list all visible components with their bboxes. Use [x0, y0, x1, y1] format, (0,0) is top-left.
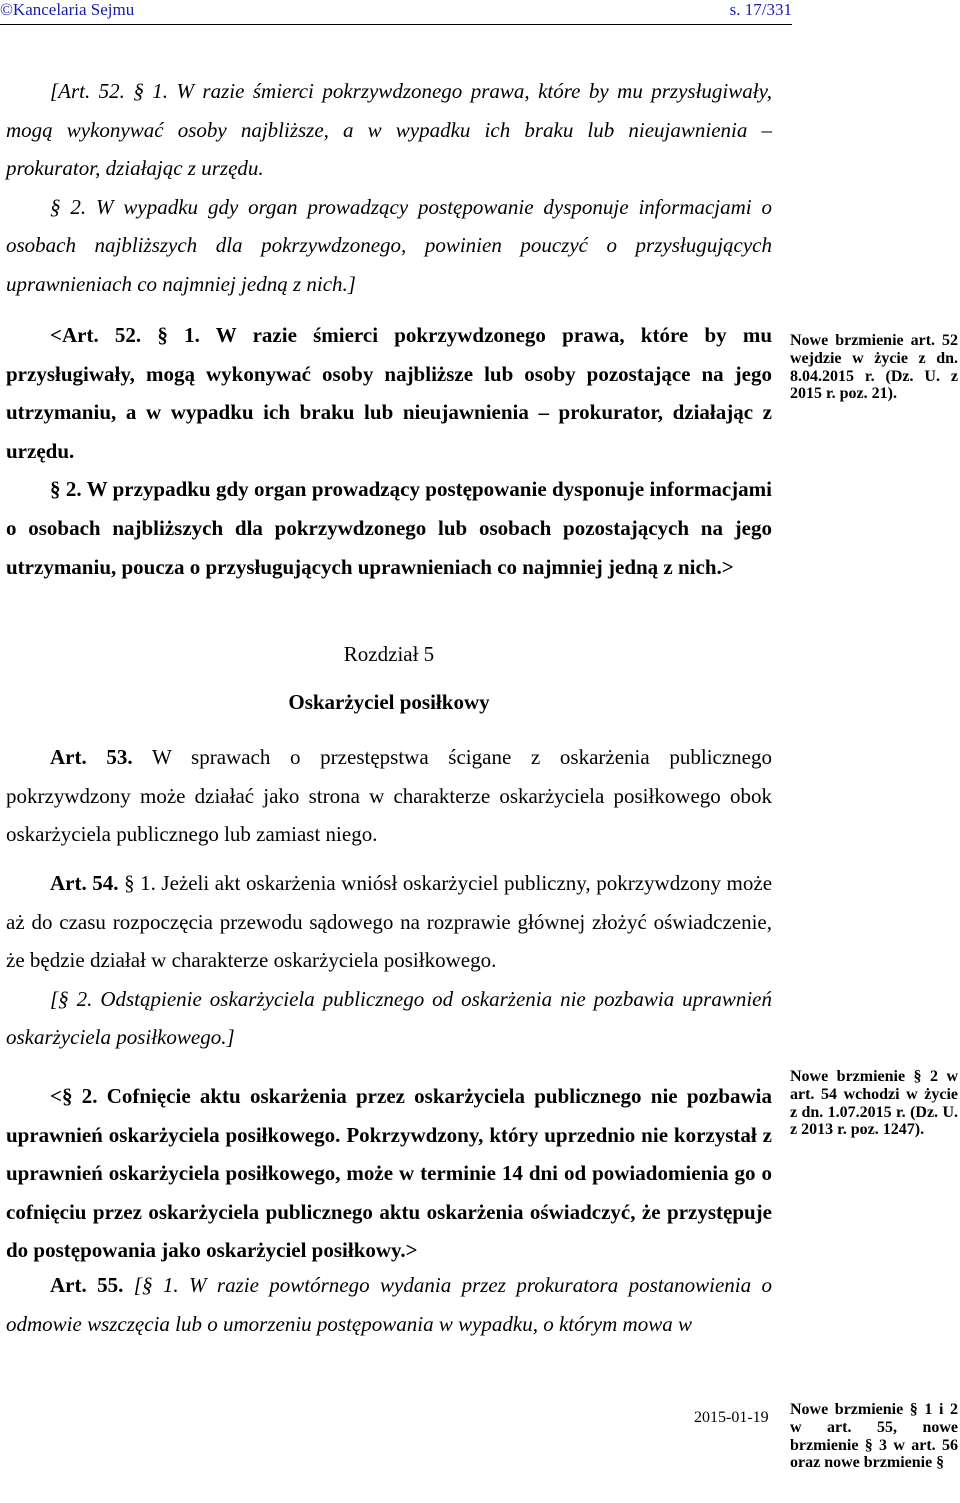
- chapter-title: Oskarżyciel posiłkowy: [288, 690, 490, 714]
- paragraph-text: W przypadku gdy organ prowadzący postępowanie dysponuje informacjami o osobach najbliższych dla pokrzywdzonego lub osobach pozostających na jego utrzymaniu, poucza o przysługujących uprawnieniach co najmniej jedną z nich.>: [6, 477, 773, 579]
- article-label: Art. 55.: [50, 1273, 124, 1297]
- article-label: Art. 54.: [50, 871, 119, 895]
- paragraph-number: § 2.: [50, 477, 82, 502]
- page-number: s. 17/331: [729, 0, 792, 19]
- paragraph-text: W sprawach o przestępstwa ścigane z oskarżenia publicznego pokrzywdzony może działać jako strona w charakterze oskarżyciela posiłkowego obok oskarżyciela publicznego lub zamiast niego.: [6, 745, 773, 847]
- new-art-52-para-1: [6, 316, 772, 470]
- old-art-52-para-2: [6, 188, 772, 304]
- paragraph-text: Jeżeli akt oskarżenia wniósł oskarżyciel publiczny, pokrzywdzony może aż do czasu rozpoczęcia przewodu sądowego na rozprawie głównej złożyć oświadczenie, że będzie działał w charakterze oskarżyciela posiłkowego.: [6, 871, 773, 973]
- article-label: <Art. 52.: [50, 323, 142, 347]
- paragraph-text: Cofnięcie aktu oskarżenia przez oskarżyciela publicznego nie pozbawia uprawnień oskarżyciela posiłkowego. Pokrzywdzony, który uprzednio nie korzystał z uprawnień oskarżyciela posiłkowego, może w terminie 14 dni od powiadomienia go o cofnięciu przez oskarżyciela publicznego aktu oskarżenia oświadczyć, że przystępuje do postępowania jako oskarżyciel posiłkowy.>: [6, 1083, 773, 1263]
- art-54: [6, 864, 772, 1270]
- art-55-text: [6, 1266, 772, 1343]
- art-53-text: [6, 738, 772, 854]
- paragraph-number: § 2.: [50, 194, 87, 219]
- article-label: Art. 53.: [50, 745, 133, 769]
- paragraph-text: [§ 1. W razie powtórnego wydania przez prokuratora postanowienia o odmowie wszczęcia lub o umorzeniu postępowania w wypadku, o którym mowa w: [6, 1273, 773, 1336]
- paragraph-text: W razie śmierci pokrzywdzonego prawa, które by mu przysługiwały, mogą wykonywać osoby najbliższe lub osoby pozostające na jego utrzymaniu, a w wypadku ich braku lub nieujawnienia – prokurator, działając z urzędu.: [6, 323, 773, 463]
- chapter-number: Rozdział 5: [343, 642, 435, 666]
- paragraph-number: § 1.: [124, 871, 156, 895]
- paragraph-text: W wypadku gdy organ prowadzący postępowanie dysponuje informacjami o osobach najbliższych dla pokrzywdzonego, powinien pouczyć o przysługujących uprawnieniach co najmniej jedną z nich.]: [6, 194, 773, 296]
- old-art-52: [6, 72, 772, 304]
- art-53: [6, 738, 772, 854]
- paragraph-text: W razie śmierci pokrzywdzonego prawa, które by mu przysługiwały, mogą wykonywać osoby najbliższe, a w wypadku ich braku lub nieujawnienia – prokurator, działając z urzędu.: [6, 79, 773, 181]
- publisher-label: ©Kancelaria Sejmu: [0, 0, 135, 19]
- new-art-52: [6, 316, 772, 586]
- new-art-52-para-2: [6, 470, 772, 586]
- margin-note-art-54: Nowe brzmienie § 2 w art. 54 wchodzi w życie z dn. 1.07.2015 r. (Dz. U. z 2013 r. poz. 1247).: [790, 1068, 958, 1139]
- art-55: [6, 1266, 772, 1343]
- document-date: 2015-01-19: [694, 1409, 769, 1426]
- paragraph-number: § 1.: [133, 79, 169, 103]
- art-54-para-2-new: [6, 1077, 772, 1270]
- page-header: [0, 0, 960, 24]
- margin-note-art-52: Nowe brzmienie art. 52 wejdzie w życie z dn. 8.04.2015 r. (Dz. U. z 2015 r. poz. 21).: [790, 332, 958, 403]
- paragraph-number: § 1.: [157, 323, 200, 347]
- paragraph-number: <§ 2.: [50, 1083, 98, 1108]
- old-art-52-para-1: [6, 72, 772, 188]
- margin-note-art-55: Nowe brzmienie § 1 i 2 w art. 55, nowe brzmienie § 3 w art. 56 oraz nowe brzmienie §: [790, 1401, 958, 1472]
- article-label: [Art. 52.: [50, 79, 125, 103]
- header-divider: [0, 24, 792, 25]
- art-54-para-2-old: [§ 2. Odstąpienie oskarżyciela publicznego od oskarżenia nie pozbawia uprawnień oskarżyciela posiłkowego.]: [6, 986, 772, 1050]
- art-54-para-1: [6, 864, 772, 980]
